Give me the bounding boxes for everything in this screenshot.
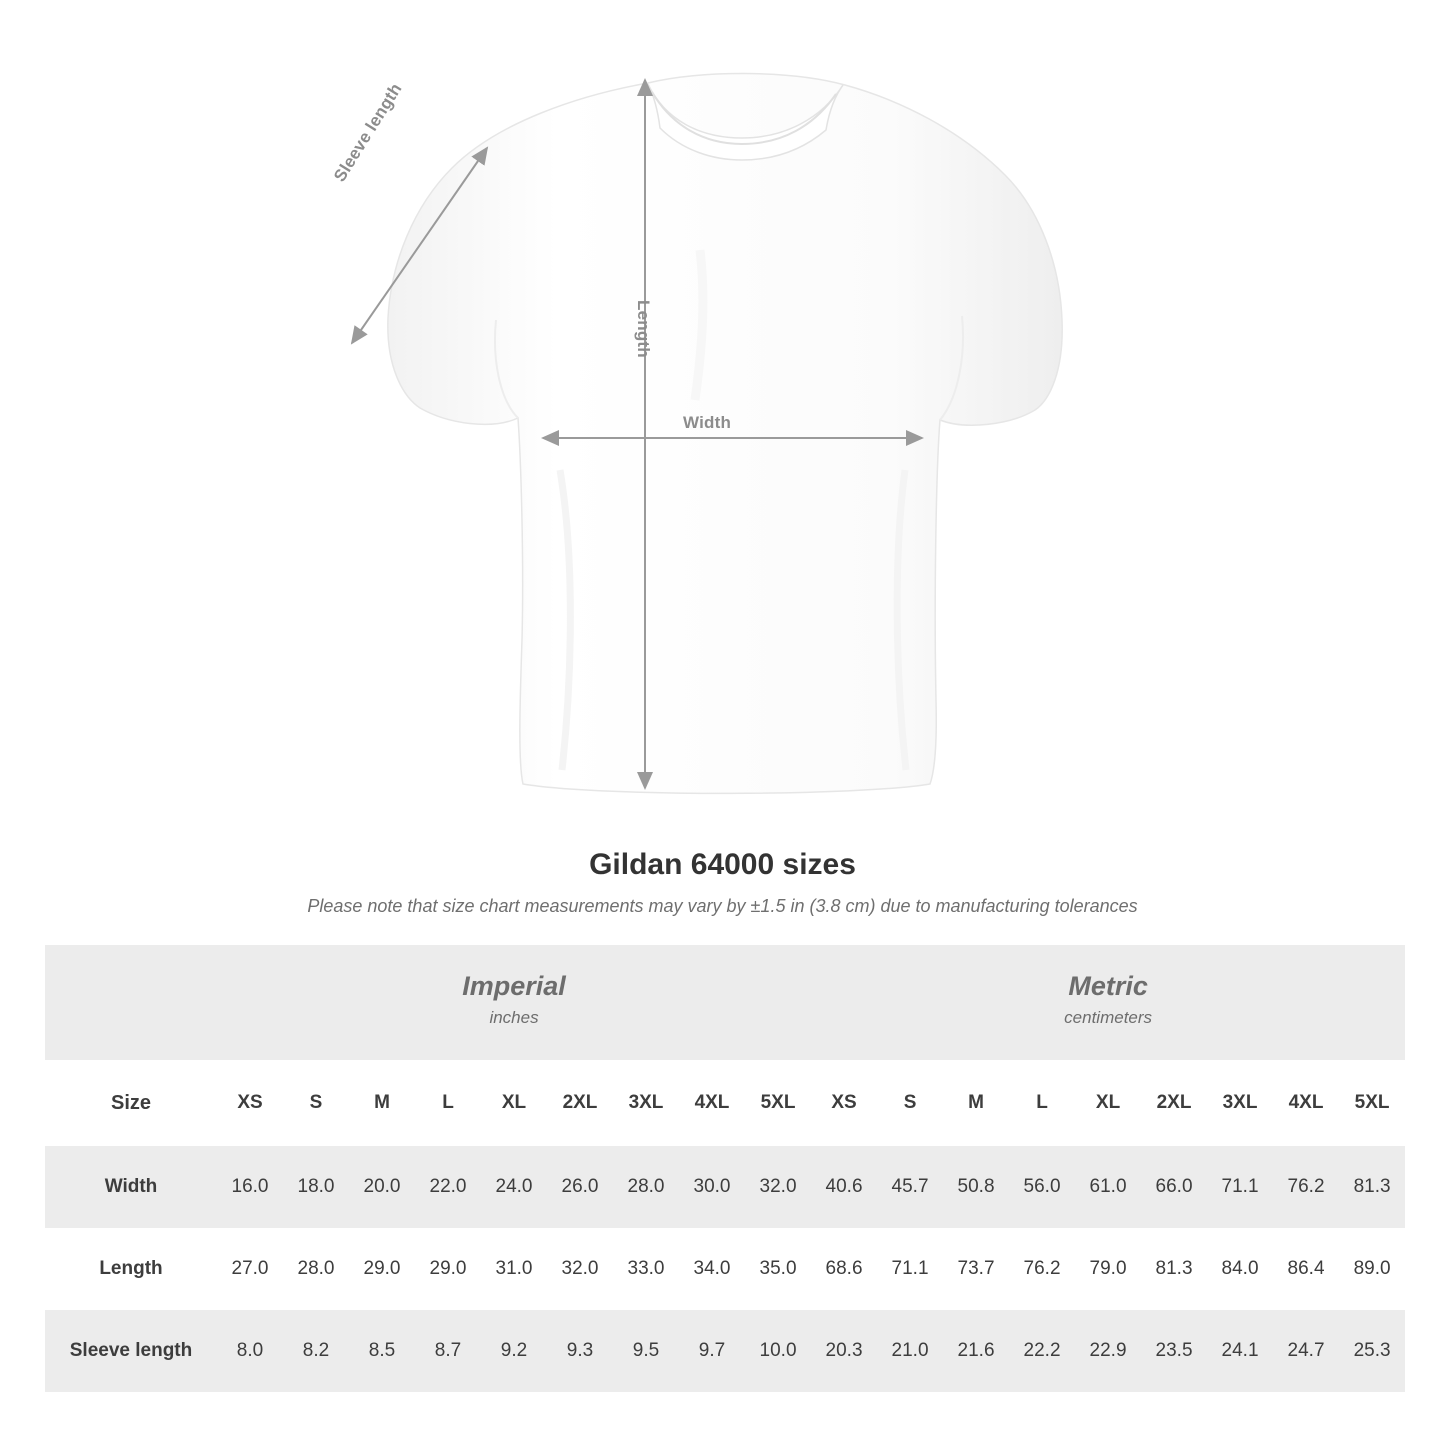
cell-sleeve-met-l: 22.2 [1009,1310,1075,1392]
cell-length-met-4xl: 86.4 [1273,1228,1339,1310]
cell-width-imp-2xl: 26.0 [547,1146,613,1228]
cell-length-met-2xl: 81.3 [1141,1228,1207,1310]
cell-width-imp-m: 20.0 [349,1146,415,1228]
cell-length-imp-4xl: 34.0 [679,1228,745,1310]
header-col-imp-2xl: 2XL [547,1060,613,1146]
cell-width-met-4xl: 76.2 [1273,1146,1339,1228]
header-col-met-5xl: 5XL [1339,1060,1405,1146]
cell-width-met-xs: 40.6 [811,1146,877,1228]
cell-length-met-xs: 68.6 [811,1228,877,1310]
cell-length-met-xl: 79.0 [1075,1228,1141,1310]
cell-sleeve-imp-2xl: 9.3 [547,1310,613,1392]
size-table [45,945,1405,1392]
cell-length-imp-3xl: 33.0 [613,1228,679,1310]
page-title: Gildan 64000 sizes [589,848,856,881]
cell-length-imp-l: 29.0 [415,1228,481,1310]
unit-group-imperial [217,945,811,1060]
cell-width-imp-s: 18.0 [283,1146,349,1228]
cell-width-met-5xl: 81.3 [1339,1146,1405,1228]
unit-spacer [45,945,217,1060]
header-col-met-2xl: 2XL [1141,1060,1207,1146]
cell-length-met-s: 71.1 [877,1228,943,1310]
cell-width-imp-4xl: 30.0 [679,1146,745,1228]
cell-width-imp-xs: 16.0 [217,1146,283,1228]
header-col-met-3xl: 3XL [1207,1060,1273,1146]
cell-sleeve-imp-4xl: 9.7 [679,1310,745,1392]
unit-group-metric [811,945,1405,1060]
cell-length-imp-xl: 31.0 [481,1228,547,1310]
header-col-imp-s: S [283,1060,349,1146]
cell-sleeve-met-2xl: 23.5 [1141,1310,1207,1392]
header-col-met-4xl: 4XL [1273,1060,1339,1146]
cell-sleeve-imp-5xl: 10.0 [745,1310,811,1392]
cell-width-imp-xl: 24.0 [481,1146,547,1228]
sleeve-length-label: Sleeve length [330,79,406,186]
cell-sleeve-met-5xl: 25.3 [1339,1310,1405,1392]
cell-width-met-2xl: 66.0 [1141,1146,1207,1228]
header-col-imp-xs: XS [217,1060,283,1146]
cell-width-met-3xl: 71.1 [1207,1146,1273,1228]
row-label-sleeve-length: Sleeve length [45,1310,217,1392]
header-col-imp-m: M [349,1060,415,1146]
chart-heading [0,848,1445,917]
cell-sleeve-met-3xl: 24.1 [1207,1310,1273,1392]
width-label: Width [683,413,732,432]
metric-name: Metric [1068,970,1148,1001]
imperial-name: Imperial [462,970,566,1001]
header-col-imp-l: L [415,1060,481,1146]
cell-sleeve-met-4xl: 24.7 [1273,1310,1339,1392]
cell-width-met-s: 45.7 [877,1146,943,1228]
cell-sleeve-imp-xs: 8.0 [217,1310,283,1392]
table-row [45,1310,1405,1392]
cell-length-met-3xl: 84.0 [1207,1228,1273,1310]
cell-sleeve-imp-l: 8.7 [415,1310,481,1392]
cell-width-imp-5xl: 32.0 [745,1146,811,1228]
header-size: Size [45,1060,217,1146]
cell-length-imp-m: 29.0 [349,1228,415,1310]
tolerance-note: Please note that size chart measurements may vary by ±1.5 in (3.8 cm) due to manufacturing tolerances [307,896,1138,916]
imperial-sub: inches [489,1007,539,1027]
cell-length-imp-2xl: 32.0 [547,1228,613,1310]
cell-width-met-xl: 61.0 [1075,1146,1141,1228]
row-label-length: Length [45,1228,217,1310]
header-col-imp-xl: XL [481,1060,547,1146]
cell-sleeve-met-s: 21.0 [877,1310,943,1392]
header-col-met-xl: XL [1075,1060,1141,1146]
header-col-imp-3xl: 3XL [613,1060,679,1146]
header-col-met-l: L [1009,1060,1075,1146]
cell-width-met-l: 56.0 [1009,1146,1075,1228]
cell-sleeve-imp-xl: 9.2 [481,1310,547,1392]
table-header-row [45,1060,1405,1146]
cell-length-met-m: 73.7 [943,1228,1009,1310]
cell-length-met-5xl: 89.0 [1339,1228,1405,1310]
cell-length-imp-s: 28.0 [283,1228,349,1310]
header-col-met-m: M [943,1060,1009,1146]
header-col-met-xs: XS [811,1060,877,1146]
table-row [45,1146,1405,1228]
unit-group-row [45,945,1405,1060]
cell-length-imp-5xl: 35.0 [745,1228,811,1310]
cell-sleeve-imp-m: 8.5 [349,1310,415,1392]
table-row [45,1228,1405,1310]
cell-length-met-l: 76.2 [1009,1228,1075,1310]
metric-sub: centimeters [1064,1007,1153,1027]
cell-width-imp-l: 22.0 [415,1146,481,1228]
shirt-shape [388,73,1062,793]
length-label: Length [634,300,653,358]
cell-sleeve-met-m: 21.6 [943,1310,1009,1392]
cell-width-imp-3xl: 28.0 [613,1146,679,1228]
cell-sleeve-met-xl: 22.9 [1075,1310,1141,1392]
header-col-met-s: S [877,1060,943,1146]
cell-sleeve-imp-s: 8.2 [283,1310,349,1392]
cell-length-imp-xs: 27.0 [217,1228,283,1310]
size-table-wrapper [45,945,1400,1392]
cell-width-met-m: 50.8 [943,1146,1009,1228]
cell-sleeve-imp-3xl: 9.5 [613,1310,679,1392]
header-col-imp-4xl: 4XL [679,1060,745,1146]
row-label-width: Width [45,1146,217,1228]
header-col-imp-5xl: 5XL [745,1060,811,1146]
cell-sleeve-met-xs: 20.3 [811,1310,877,1392]
